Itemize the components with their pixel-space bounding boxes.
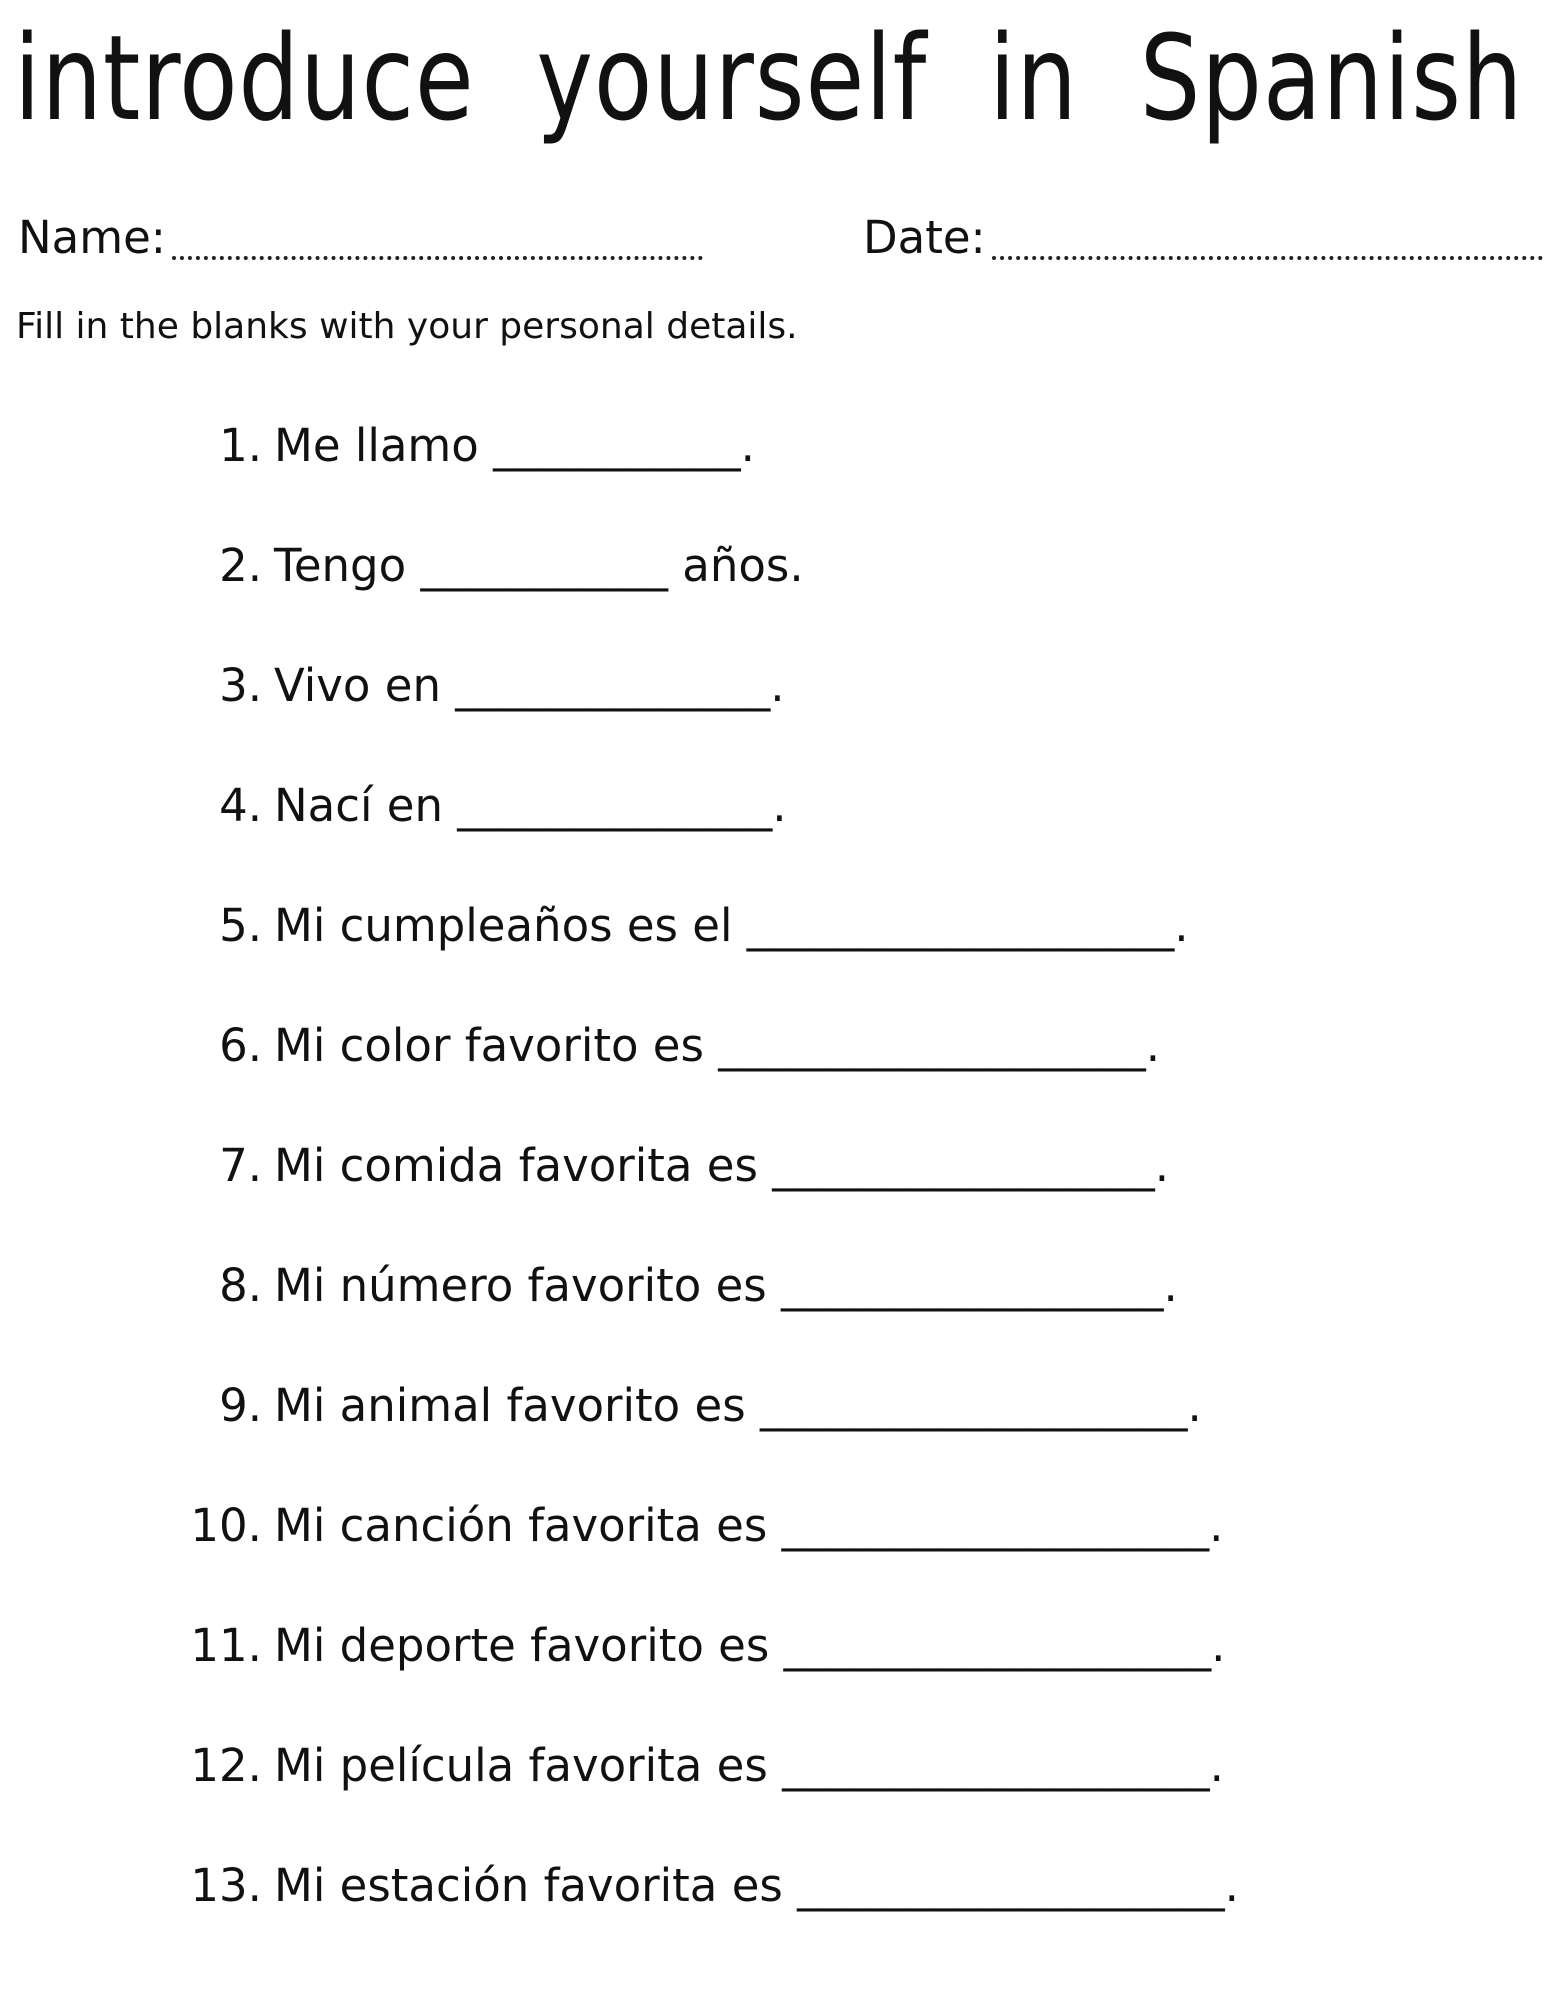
question-text: Mi deporte favorito es ___________________. (274, 1619, 1226, 1672)
question-item (0, 1858, 1545, 1978)
question-text: Me llamo ___________. (274, 419, 755, 472)
question-item (0, 1378, 1545, 1498)
question-item (0, 538, 1545, 658)
question-number: 2. (219, 539, 262, 592)
question-text: Mi canción favorita es ___________________. (274, 1499, 1224, 1552)
question-number: 5. (219, 899, 262, 952)
question-text: Tengo ___________ años. (274, 539, 804, 592)
date-field[interactable] (863, 196, 1543, 266)
question-item (0, 898, 1545, 1018)
question-text: Vivo en ______________. (274, 659, 785, 712)
question-text: Mi color favorito es ___________________. (274, 1019, 1161, 1072)
question-text: Nací en ______________. (274, 779, 787, 832)
question-text: Mi número favorito es _________________. (274, 1259, 1178, 1312)
question-item (0, 1738, 1545, 1858)
question-number: 11. (190, 1619, 262, 1672)
question-text: Mi estación favorita es ___________________. (274, 1859, 1239, 1912)
question-text: Mi película favorita es ___________________. (274, 1739, 1224, 1792)
question-number: 1. (219, 419, 262, 472)
question-item (0, 1498, 1545, 1618)
question-number: 13. (190, 1859, 262, 1912)
question-item (0, 1258, 1545, 1378)
question-item (0, 418, 1545, 538)
question-item (0, 1138, 1545, 1258)
question-number: 3. (219, 659, 262, 712)
question-item (0, 1618, 1545, 1738)
question-number: 12. (190, 1739, 262, 1792)
question-item (0, 658, 1545, 778)
question-text: Mi animal favorito es ___________________. (274, 1379, 1202, 1432)
question-number: 7. (219, 1139, 262, 1192)
date-label: Date: (863, 211, 986, 264)
header-fields (18, 196, 1525, 266)
question-list (0, 418, 1545, 1978)
question-number: 10. (190, 1499, 262, 1552)
question-number: 8. (219, 1259, 262, 1312)
name-field[interactable] (18, 196, 703, 266)
question-number: 4. (219, 779, 262, 832)
question-text: Mi comida favorita es _________________. (274, 1139, 1170, 1192)
question-number: 9. (219, 1379, 262, 1432)
worksheet-title: introduce yourself in Spanish (14, 9, 1524, 147)
name-label: Name: (18, 211, 166, 264)
instructions-text: Fill in the blanks with your personal details. (16, 306, 798, 347)
question-item (0, 778, 1545, 898)
name-dotted-line[interactable] (172, 255, 703, 260)
question-number: 6. (219, 1019, 262, 1072)
question-text: Mi cumpleaños es el ___________________. (274, 899, 1189, 952)
date-dotted-line[interactable] (992, 255, 1543, 260)
question-item (0, 1018, 1545, 1138)
